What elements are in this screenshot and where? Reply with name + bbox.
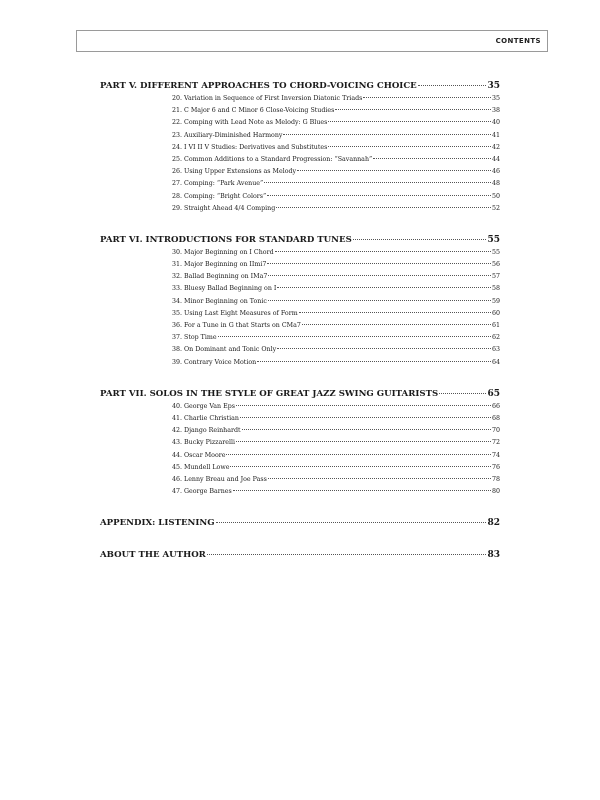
toc-part-heading: [100, 233, 500, 247]
toc-part-page: 82: [487, 518, 500, 529]
toc-entry: [172, 283, 500, 295]
toc-entry-title: 41. Charlie Christian: [172, 414, 239, 422]
toc-part: [100, 79, 500, 215]
toc-entry-title: 28. Comping: “Bright Colors”: [172, 192, 267, 200]
toc-entry-title: 35. Using Last Eight Measures of Form: [172, 309, 298, 317]
toc-entry-page: 40: [491, 119, 500, 127]
dot-leader: [328, 146, 491, 147]
toc-entry-page: 76: [491, 463, 500, 471]
dot-leader: [353, 239, 487, 240]
dot-leader: [277, 287, 491, 288]
toc-entry: [172, 296, 500, 308]
dot-leader: [268, 275, 491, 276]
toc-entry-title: 26. Using Upper Extensions as Melody: [172, 168, 297, 176]
dot-leader: [268, 478, 491, 479]
toc-entry: [172, 357, 500, 369]
toc-entry: [172, 178, 500, 190]
dot-leader: [335, 109, 491, 110]
running-header-title: CONTENTS: [495, 37, 541, 45]
toc-entry-title: 36. For a Tune in G that Starts on CMa7: [172, 322, 301, 329]
toc-entry-page: 57: [491, 273, 500, 281]
toc-entry: [172, 105, 500, 117]
toc-entry-page: 48: [491, 180, 500, 188]
toc-entry-title: 47. George Barnes: [172, 488, 232, 496]
dot-leader: [268, 300, 491, 301]
dot-leader: [240, 417, 491, 418]
toc-part: [100, 548, 500, 562]
dot-leader: [242, 429, 491, 430]
toc-entry: [172, 93, 500, 105]
toc-part-heading: [100, 79, 500, 93]
toc-entry: [172, 486, 500, 498]
toc-entry: [172, 437, 500, 449]
toc-entry-page: 58: [491, 285, 500, 293]
dot-leader: [299, 312, 491, 313]
toc-entry-page: 78: [491, 475, 500, 483]
toc-entry-page: 38: [491, 107, 500, 115]
toc-entry-title: 31. Major Beginning on IImi7: [172, 261, 267, 269]
dot-leader: [216, 522, 487, 523]
dot-leader: [236, 405, 491, 406]
dot-leader: [226, 454, 491, 455]
toc-entry-title: 22. Comping with Lead Note as Melody: G Blues: [172, 119, 328, 127]
toc-part-title: PART VII. SOLOS IN THE STYLE OF GREAT JAZZ SWING GUITARISTS: [100, 388, 439, 399]
toc-entry: [172, 271, 500, 283]
toc-entry-title: 34. Minor Beginning on Tonic: [172, 297, 267, 305]
toc-entry: [172, 332, 500, 344]
toc-entry: [172, 344, 500, 356]
toc-entry: [172, 203, 500, 215]
toc-entry: [172, 166, 500, 178]
toc-entry-title: 32. Ballad Beginning on IMa7: [172, 273, 268, 281]
toc-entry-page: 80: [491, 488, 500, 496]
toc-entry-page: 66: [491, 402, 500, 410]
dot-leader: [302, 324, 491, 325]
toc-part-page: 83: [487, 550, 500, 561]
toc-entry-page: 35: [491, 95, 500, 102]
toc-part-title: PART V. DIFFERENT APPROACHES TO CHORD-VOICING CHOICE: [100, 81, 417, 91]
toc-entry-title: 27. Comping: “Park Avenue”: [172, 180, 264, 188]
toc-entry-page: 68: [491, 414, 500, 422]
toc-part-heading: [100, 516, 500, 530]
dot-leader: [276, 207, 491, 208]
toc-part-page: 55: [487, 234, 500, 245]
running-header: [76, 30, 548, 52]
toc-entry-title: 23. Auxiliary-Diminished Harmony: [172, 131, 283, 139]
toc-entry-page: 60: [491, 309, 500, 317]
dot-leader: [283, 134, 491, 135]
dot-leader: [439, 393, 486, 394]
toc-part: [100, 516, 500, 530]
toc-entry-title: 25. Common Additions to a Standard Progression: “Savannah”: [172, 155, 373, 163]
toc-entry-title: 29. Straight Ahead 4/4 Comping: [172, 204, 276, 212]
toc-part-page: 35: [487, 81, 500, 91]
toc-entry: [172, 413, 500, 425]
toc-entry-title: 21. C Major 6 and C Minor 6 Close-Voicing Studies: [172, 107, 335, 115]
toc-entry-title: 38. On Dominant and Tonic Only: [172, 346, 277, 354]
toc-entry-title: 46. Lenny Breau and Joe Pass: [172, 475, 267, 483]
dot-leader: [236, 441, 491, 442]
toc-part-heading: [100, 548, 500, 562]
toc-entry-page: 59: [491, 297, 500, 305]
dot-leader: [328, 121, 491, 122]
toc-entry-page: 72: [491, 439, 500, 447]
toc-entry: [172, 474, 500, 486]
toc-entry-page: 63: [491, 346, 500, 354]
dot-leader: [233, 490, 491, 491]
toc-entry: [172, 117, 500, 129]
toc-part-title: PART VI. INTRODUCTIONS FOR STANDARD TUNES: [100, 234, 352, 245]
table-of-contents: [100, 79, 500, 580]
toc-entry-page: 74: [491, 451, 500, 459]
toc-part-page: 65: [487, 388, 500, 399]
dot-leader: [363, 97, 491, 98]
dot-leader: [275, 251, 491, 252]
toc-entry-page: 64: [491, 358, 500, 366]
toc-entry-title: 20. Variation in Sequence of First Inversion Diatonic Triads: [172, 95, 363, 102]
toc-entry-title: 33. Bluesy Ballad Beginning on I: [172, 285, 277, 293]
toc-entry: [172, 130, 500, 142]
dot-leader: [267, 195, 491, 196]
toc-part: [100, 387, 500, 499]
dot-leader: [257, 361, 491, 362]
toc-entry-title: 37. Stop Time: [172, 334, 217, 342]
toc-entry-title: 39. Contrary Voice Motion: [172, 358, 257, 366]
toc-entry: [172, 401, 500, 413]
toc-part: [100, 233, 500, 369]
toc-entry: [172, 247, 500, 259]
toc-entry-page: 46: [491, 168, 500, 176]
toc-part-title: ABOUT THE AUTHOR: [100, 550, 206, 561]
toc-entry: [172, 320, 500, 332]
toc-entry: [172, 154, 500, 166]
toc-part-heading: [100, 387, 500, 401]
toc-entry-title: 43. Bucky Pizzarelli: [172, 439, 236, 447]
toc-entry-page: 42: [491, 143, 500, 151]
toc-entry-page: 50: [491, 192, 500, 200]
dot-leader: [264, 182, 491, 183]
dot-leader: [207, 554, 487, 555]
toc-entry: [172, 450, 500, 462]
dot-leader: [373, 158, 491, 159]
toc-entry-title: 40. George Van Eps: [172, 402, 235, 410]
toc-entry: [172, 191, 500, 203]
toc-entry-title: 24. I VI II V Studies: Derivatives and Substitutes: [172, 143, 328, 151]
dot-leader: [277, 348, 491, 349]
toc-entry-page: 44: [491, 155, 500, 163]
toc-entry: [172, 462, 500, 474]
toc-entry: [172, 425, 500, 437]
toc-entry: [172, 142, 500, 154]
toc-entry-title: 44. Oscar Moore: [172, 451, 226, 459]
toc-entry-page: 55: [491, 248, 500, 256]
toc-entry-title: 30. Major Beginning on I Chord: [172, 248, 274, 256]
toc-entry-page: 52: [491, 204, 500, 212]
toc-entry-page: 62: [491, 334, 500, 342]
dot-leader: [267, 263, 491, 264]
toc-entry-title: 42. Django Reinhardt: [172, 427, 241, 435]
toc-entry-page: 41: [491, 131, 500, 139]
toc-entry: [172, 308, 500, 320]
toc-entry-page: 61: [491, 322, 500, 329]
dot-leader: [230, 466, 491, 467]
toc-entry-page: 70: [491, 427, 500, 435]
dot-leader: [418, 85, 487, 86]
toc-part-title: APPENDIX: LISTENING: [100, 518, 215, 529]
dot-leader: [218, 336, 491, 337]
toc-entry-page: 56: [491, 261, 500, 269]
dot-leader: [297, 170, 491, 171]
toc-entry-title: 45. Mundell Lowe: [172, 463, 230, 471]
toc-entry: [172, 259, 500, 271]
